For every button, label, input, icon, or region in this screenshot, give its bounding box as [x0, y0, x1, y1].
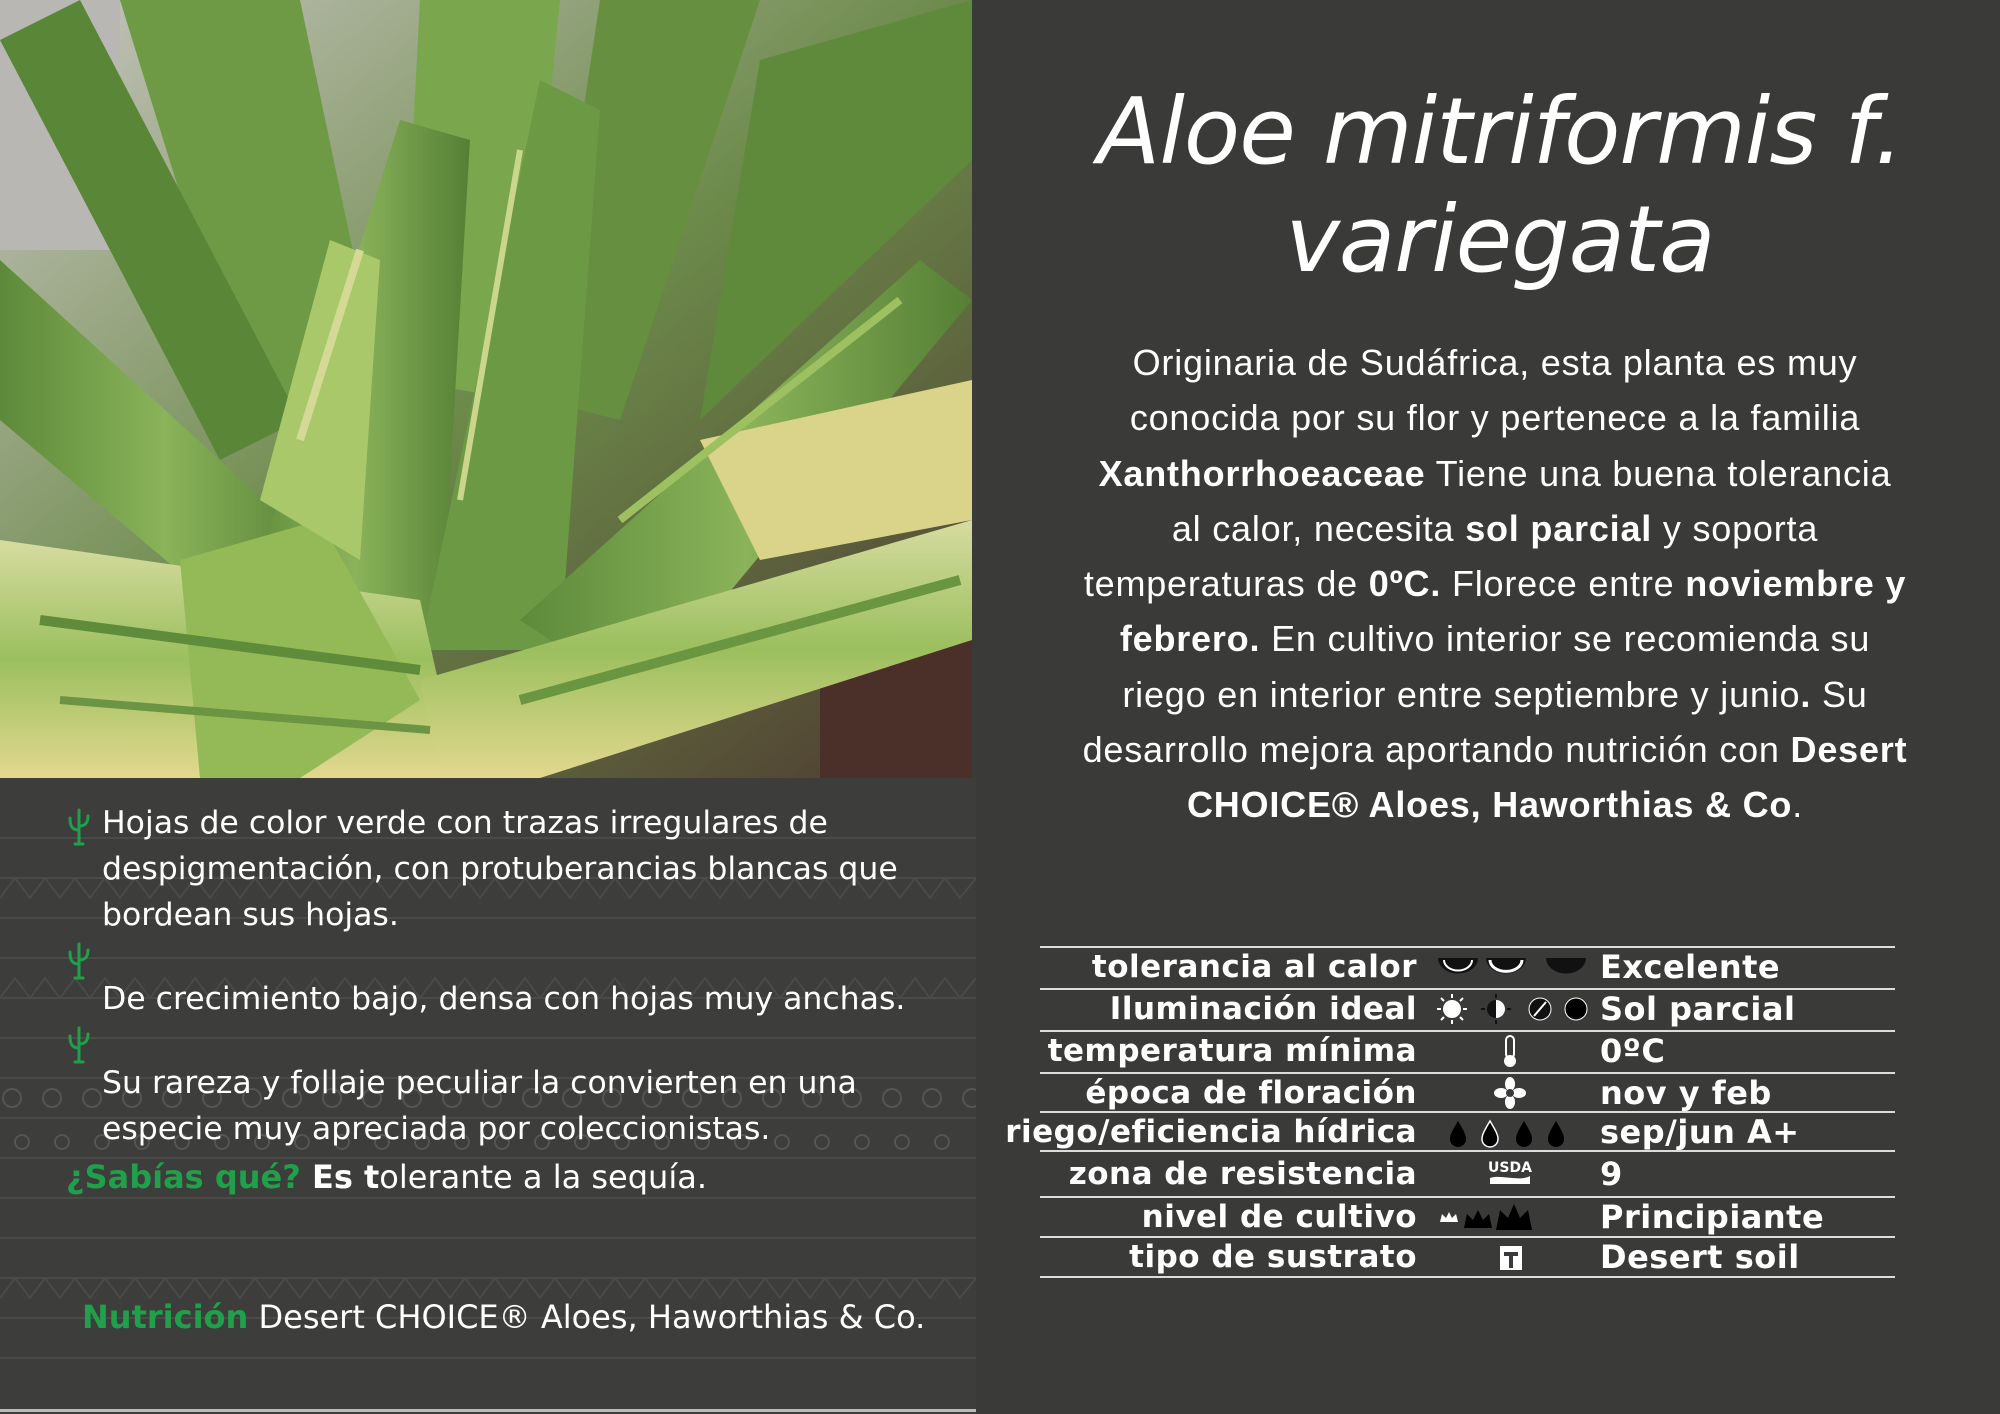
features-panel — [0, 778, 976, 1414]
thermometer-icon — [1434, 1034, 1594, 1068]
fun-fact — [66, 1154, 707, 1200]
fun-fact-text: olerante a la sequía. — [379, 1158, 707, 1196]
soil-bag-icon — [1434, 1240, 1594, 1274]
cactus-icon — [64, 940, 94, 980]
usda-icon — [1434, 1156, 1594, 1190]
spec-row-light: Iluminación ideal Sol parcial — [1040, 988, 1895, 1030]
page-title: Aloe mitriformis f. variegata — [1097, 78, 1903, 293]
aloe-plant-photo-icon — [0, 0, 972, 778]
plant-description: Originaria de Sudáfrica, esta planta es muy conocida por su flor y pertenece a la familia Xanthorrhoeaceae Tiene una buena tolerancia al calor, necesita sol parcial y soporta temperaturas de 0ºC. Florece entre noviembre y febrero. En cultivo interior se recomienda su riego en interior entre septiembre y junio. Su desarrollo mejora aportando nutrición con Desert CHOICE® Aloes, Haworthias & Co. — [1082, 342, 1908, 826]
flower-icon — [1434, 1076, 1594, 1110]
spec-row-level: nivel de cultivo Principiante — [1040, 1196, 1895, 1236]
water-drop-icons — [1434, 1115, 1594, 1149]
spec-row-heat: tolerancia al calor Excelente — [1040, 946, 1895, 988]
list-item: Hojas de color verde con trazas irregulares de despigmentación, con protuberancias blancas que bordean sus hojas. — [64, 800, 969, 938]
bottom-divider — [0, 1409, 976, 1412]
specs-table — [1005, 946, 1895, 1278]
nutrition-label: Nutrición — [82, 1298, 249, 1336]
nutrition-text: Desert CHOICE® Aloes, Haworthias & Co. — [248, 1298, 926, 1336]
list-item: Su rareza y follaje peculiar la convierten en una especie muy apreciada por coleccionistas. — [64, 1022, 969, 1152]
spec-row-bloom: época de floración nov y feb — [1040, 1072, 1895, 1111]
sun-exposure-icons — [1434, 992, 1594, 1026]
list-item: De crecimiento bajo, densa con hojas muy anchas. — [64, 938, 969, 1022]
spec-row-zone: zona de resistencia USDA 9 — [1040, 1150, 1895, 1196]
fun-fact-bold: Es t — [300, 1158, 380, 1196]
nutrition-note — [82, 1294, 925, 1340]
spec-row-water: riego/eficiencia hídrica sep/jun A+ — [1040, 1111, 1895, 1150]
spec-row-substrate: tipo de sustrato Desert soil — [1040, 1236, 1895, 1278]
fun-fact-question: ¿Sabías qué? — [66, 1158, 301, 1196]
cactus-icon — [64, 806, 94, 846]
crown-icons — [1434, 1200, 1594, 1234]
heat-tolerance-icons — [1434, 950, 1594, 984]
plant-photo — [0, 0, 972, 778]
features-list — [64, 800, 969, 1152]
usda-label: USDA — [1488, 1160, 1532, 1176]
cactus-icon — [64, 1024, 94, 1064]
spec-row-temp: temperatura mínima 0ºC — [1040, 1030, 1895, 1072]
